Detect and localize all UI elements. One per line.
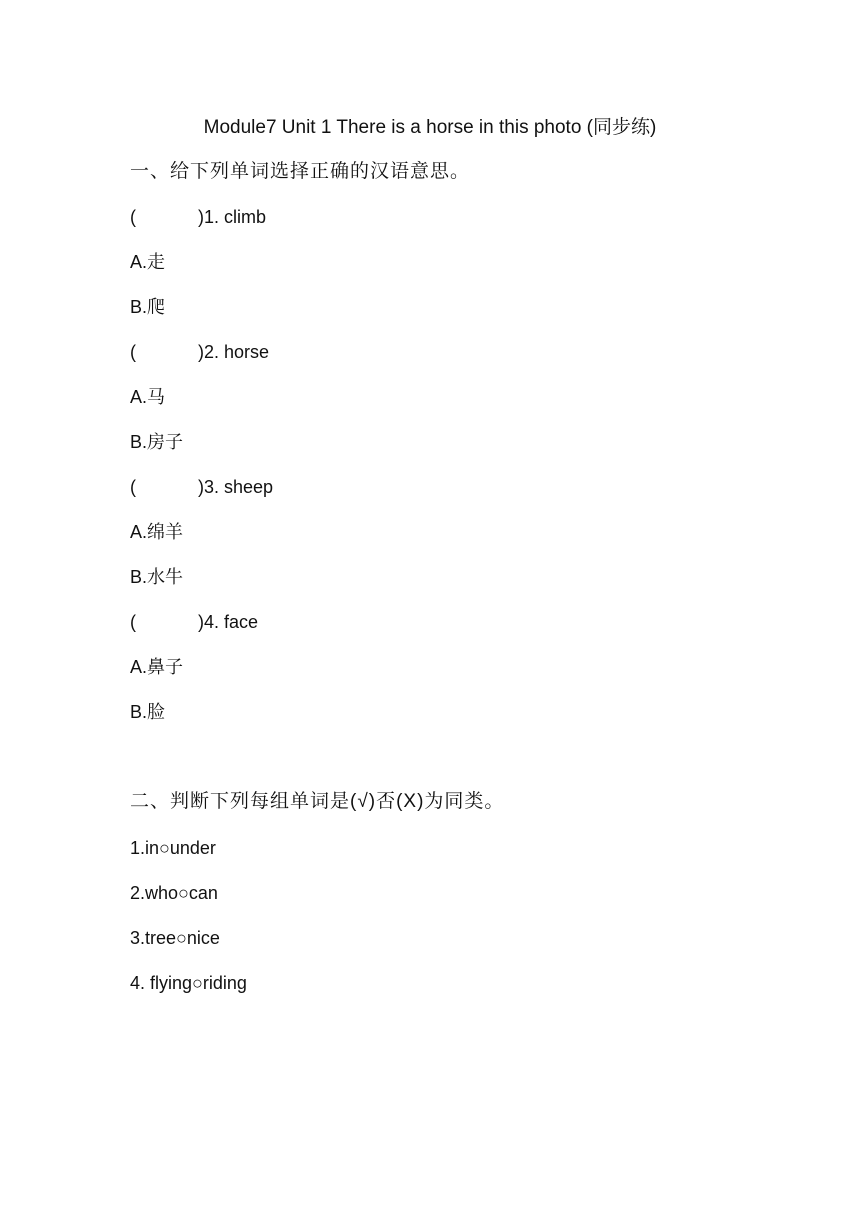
question-label: )2. horse [198,342,270,362]
answer-blank[interactable]: ( [130,342,136,362]
option-a: A.绵羊 [130,522,184,542]
section1-heading: 一、给下列单词选择正确的汉语意思。 [130,161,471,182]
option-b: B.脸 [130,702,166,722]
question-label: )4. face [198,612,259,632]
question-label: )3. sheep [198,477,274,497]
page-title: Module7 Unit 1 There is a horse in this photo (同步练) [203,117,657,138]
option-b: B.房子 [130,432,184,452]
answer-blank[interactable]: ( [130,477,136,497]
list-item: 2.who○can [130,883,218,903]
section2-heading: 二、判断下列每组单词是(√)否(X)为同类。 [130,791,505,812]
option-b: B.爬 [130,297,166,317]
answer-blank[interactable]: ( [130,207,136,227]
question-2 [130,340,269,364]
answer-blank[interactable]: ( [130,612,136,632]
question-3 [130,475,273,499]
list-item: 4. flying○riding [130,973,247,993]
option-a: A.马 [130,387,166,407]
list-item: 3.tree○nice [130,928,220,948]
question-label: )1. climb [198,207,267,227]
option-a: A.走 [130,252,166,272]
question-4 [130,610,258,634]
question-1 [130,205,266,229]
option-b: B.水牛 [130,567,184,587]
list-item: 1.in○under [130,838,216,858]
option-a: A.鼻子 [130,657,184,677]
